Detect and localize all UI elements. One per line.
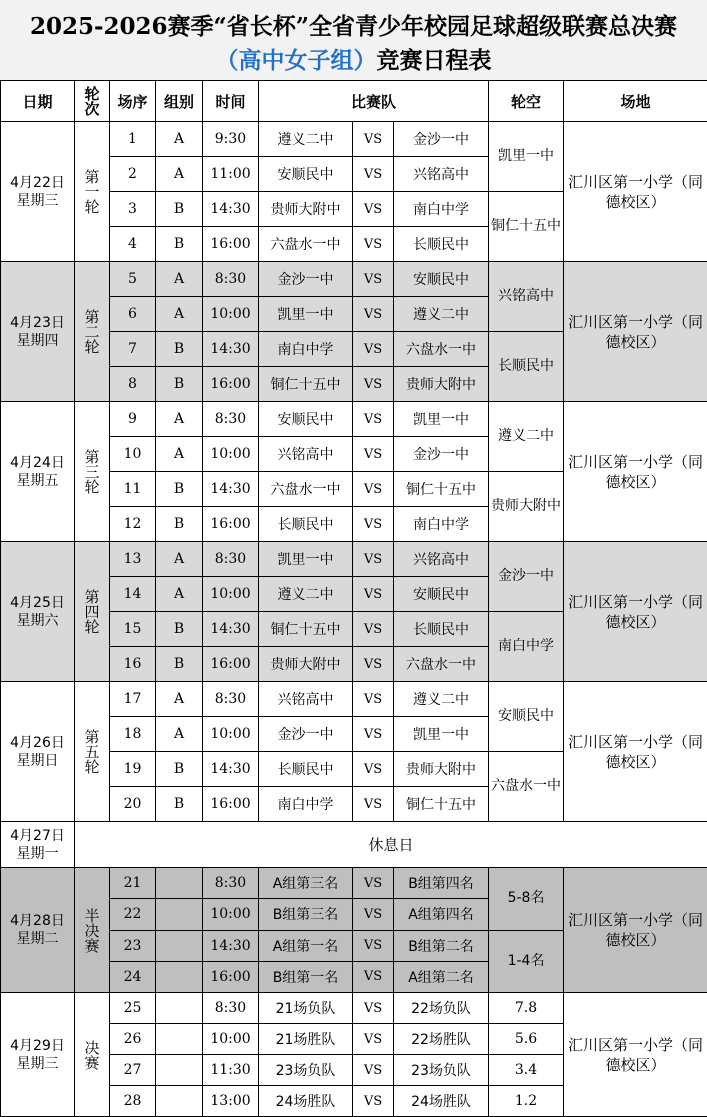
match-round: [75, 262, 110, 402]
bye-team: 六盘水一中: [489, 752, 564, 822]
placement-label: 5.6: [489, 1024, 564, 1055]
match-group: B: [156, 647, 203, 682]
match-seq: 5: [110, 262, 156, 297]
away-team: 遵义二中: [394, 297, 489, 332]
vs-label: VS: [353, 507, 394, 542]
bye-team: 5-8名: [489, 868, 564, 931]
bye-team: 长顺民中: [489, 332, 564, 402]
bye-team: 贵师大附中: [489, 472, 564, 542]
match-group: A: [156, 577, 203, 612]
match-time: 14:30: [203, 192, 259, 227]
rest-day-label: 休息日: [75, 822, 707, 868]
placement-label: 7.8: [489, 993, 564, 1024]
match-row: [1, 262, 707, 297]
venue-name: 汇川区第一小学（同德校区）: [564, 262, 707, 402]
match-row: [1, 682, 707, 717]
venue-name: 汇川区第一小学（同德校区）: [564, 402, 707, 542]
match-time: 10:00: [203, 899, 259, 930]
vs-label: VS: [353, 332, 394, 367]
match-time: 13:00: [203, 1086, 259, 1117]
header-teams: 比赛队: [259, 81, 489, 122]
header-date: 日期: [1, 81, 75, 122]
round-label: 半决赛: [82, 908, 103, 953]
match-row: [1, 868, 707, 899]
bye-team: 金沙一中: [489, 542, 564, 612]
vs-label: VS: [353, 717, 394, 752]
match-seq: 8: [110, 367, 156, 402]
match-time: 16:00: [203, 507, 259, 542]
match-time: 8:30: [203, 262, 259, 297]
away-team: 长顺民中: [394, 612, 489, 647]
match-date: 4月26日 星期日: [1, 682, 75, 822]
home-team: 铜仁十五中: [259, 612, 353, 647]
away-team: 22场胜队: [394, 1024, 489, 1055]
home-team: 金沙一中: [259, 262, 353, 297]
title-close-paren: ）: [354, 48, 377, 74]
match-group: B: [156, 472, 203, 507]
bye-team: 凯里一中: [489, 122, 564, 192]
match-seq: 12: [110, 507, 156, 542]
match-row: [1, 122, 707, 157]
bye-team: 兴铭高中: [489, 262, 564, 332]
away-team: 金沙一中: [394, 122, 489, 157]
vs-label: VS: [353, 1055, 394, 1086]
match-time: 9:30: [203, 122, 259, 157]
match-date: 4月25日 星期六: [1, 542, 75, 682]
match-group: [156, 993, 203, 1024]
home-team: A组第一名: [259, 930, 353, 961]
match-group: A: [156, 682, 203, 717]
home-team: 贵师大附中: [259, 647, 353, 682]
match-row: [1, 402, 707, 437]
match-group: B: [156, 227, 203, 262]
match-group: B: [156, 507, 203, 542]
match-group: [156, 961, 203, 992]
match-time: 16:00: [203, 367, 259, 402]
match-time: 14:30: [203, 752, 259, 787]
match-seq: 28: [110, 1086, 156, 1117]
title-line-1: 2025-2026赛季“省长杯”全省青少年校园足球超级联赛总决赛: [0, 8, 707, 41]
away-team: B组第四名: [394, 868, 489, 899]
match-time: 10:00: [203, 297, 259, 332]
home-team: 遵义二中: [259, 577, 353, 612]
away-team: 六盘水一中: [394, 332, 489, 367]
match-group: A: [156, 122, 203, 157]
away-team: 安顺民中: [394, 577, 489, 612]
placement-label: 1.2: [489, 1086, 564, 1117]
home-team: 贵师大附中: [259, 192, 353, 227]
match-group: B: [156, 192, 203, 227]
match-round: [75, 122, 110, 262]
away-team: 贵师大附中: [394, 752, 489, 787]
round-label: 第四轮: [82, 589, 103, 634]
venue-name: 汇川区第一小学（同德校区）: [564, 122, 707, 262]
match-group: A: [156, 297, 203, 332]
match-seq: 24: [110, 961, 156, 992]
match-time: 16:00: [203, 787, 259, 822]
match-seq: 1: [110, 122, 156, 157]
bye-team: 遵义二中: [489, 402, 564, 472]
vs-label: VS: [353, 899, 394, 930]
away-team: 南白中学: [394, 507, 489, 542]
match-seq: 21: [110, 868, 156, 899]
home-team: 凯里一中: [259, 542, 353, 577]
home-team: 23场负队: [259, 1055, 353, 1086]
away-team: 23场负队: [394, 1055, 489, 1086]
venue-name: 汇川区第一小学（同德校区）: [564, 993, 707, 1117]
match-group: B: [156, 332, 203, 367]
away-team: 兴铭高中: [394, 542, 489, 577]
match-group: B: [156, 612, 203, 647]
match-time: 10:00: [203, 437, 259, 472]
match-seq: 26: [110, 1024, 156, 1055]
vs-label: VS: [353, 682, 394, 717]
match-seq: 15: [110, 612, 156, 647]
match-date: 4月22日 星期三: [1, 122, 75, 262]
match-time: 8:30: [203, 868, 259, 899]
home-team: 长顺民中: [259, 752, 353, 787]
match-group: A: [156, 717, 203, 752]
away-team: 六盘水一中: [394, 647, 489, 682]
match-date: 4月29日 星期三: [1, 993, 75, 1117]
away-team: 22场负队: [394, 993, 489, 1024]
vs-label: VS: [353, 297, 394, 332]
vs-label: VS: [353, 612, 394, 647]
round-label: 第二轮: [82, 309, 103, 354]
home-team: A组第三名: [259, 868, 353, 899]
match-time: 8:30: [203, 993, 259, 1024]
away-team: 兴铭高中: [394, 157, 489, 192]
header-bye: 轮空: [489, 81, 564, 122]
header-group: 组别: [156, 81, 203, 122]
match-time: 11:00: [203, 157, 259, 192]
header-time: 时间: [203, 81, 259, 122]
home-team: B组第一名: [259, 961, 353, 992]
match-seq: 18: [110, 717, 156, 752]
bye-team: 安顺民中: [489, 682, 564, 752]
match-date: 4月23日 星期四: [1, 262, 75, 402]
match-time: 11:30: [203, 1055, 259, 1086]
vs-label: VS: [353, 262, 394, 297]
vs-label: VS: [353, 647, 394, 682]
match-time: 10:00: [203, 717, 259, 752]
match-group: [156, 1024, 203, 1055]
vs-label: VS: [353, 1086, 394, 1117]
vs-label: VS: [353, 993, 394, 1024]
match-time: 10:00: [203, 577, 259, 612]
match-seq: 10: [110, 437, 156, 472]
home-team: 凯里一中: [259, 297, 353, 332]
home-team: 兴铭高中: [259, 682, 353, 717]
match-group: A: [156, 157, 203, 192]
round-label: 第一轮: [82, 169, 103, 214]
away-team: A组第二名: [394, 961, 489, 992]
match-group: A: [156, 262, 203, 297]
home-team: 铜仁十五中: [259, 367, 353, 402]
match-group: [156, 868, 203, 899]
vs-label: VS: [353, 930, 394, 961]
vs-label: VS: [353, 437, 394, 472]
away-team: 南白中学: [394, 192, 489, 227]
round-label: 第三轮: [82, 449, 103, 494]
home-team: 南白中学: [259, 332, 353, 367]
header-venue: 场地: [564, 81, 707, 122]
header-round: 轮次: [75, 81, 110, 122]
match-time: 14:30: [203, 332, 259, 367]
match-time: 8:30: [203, 682, 259, 717]
match-round: [75, 993, 110, 1117]
vs-label: VS: [353, 367, 394, 402]
round-label: 决赛: [82, 1040, 103, 1070]
schedule-table: [0, 80, 707, 1117]
away-team: 24场胜队: [394, 1086, 489, 1117]
away-team: 贵师大附中: [394, 367, 489, 402]
away-team: 安顺民中: [394, 262, 489, 297]
match-date: 4月28日 星期二: [1, 868, 75, 993]
match-group: [156, 930, 203, 961]
match-group: [156, 1086, 203, 1117]
away-team: 遵义二中: [394, 682, 489, 717]
away-team: 凯里一中: [394, 717, 489, 752]
vs-label: VS: [353, 1024, 394, 1055]
title-suffix: 竞赛日程表: [377, 48, 492, 74]
vs-label: VS: [353, 122, 394, 157]
home-team: 南白中学: [259, 787, 353, 822]
vs-label: VS: [353, 157, 394, 192]
venue-name: 汇川区第一小学（同德校区）: [564, 542, 707, 682]
vs-label: VS: [353, 542, 394, 577]
match-seq: 25: [110, 993, 156, 1024]
match-row: [1, 542, 707, 577]
match-round: [75, 542, 110, 682]
match-seq: 22: [110, 899, 156, 930]
match-time: 14:30: [203, 612, 259, 647]
match-round: [75, 868, 110, 993]
vs-label: VS: [353, 868, 394, 899]
match-time: 16:00: [203, 647, 259, 682]
away-team: 金沙一中: [394, 437, 489, 472]
match-seq: 13: [110, 542, 156, 577]
schedule-body: [1, 122, 707, 1117]
bye-team: 南白中学: [489, 612, 564, 682]
match-time: 8:30: [203, 402, 259, 437]
match-row: [1, 993, 707, 1024]
home-team: 六盘水一中: [259, 227, 353, 262]
match-group: [156, 899, 203, 930]
away-team: 铜仁十五中: [394, 787, 489, 822]
match-group: A: [156, 542, 203, 577]
match-date: 4月24日 星期五: [1, 402, 75, 542]
match-seq: 6: [110, 297, 156, 332]
away-team: 长顺民中: [394, 227, 489, 262]
vs-label: VS: [353, 577, 394, 612]
match-seq: 20: [110, 787, 156, 822]
vs-label: VS: [353, 227, 394, 262]
match-seq: 27: [110, 1055, 156, 1086]
home-team: 21场负队: [259, 993, 353, 1024]
title-line-2: [0, 42, 707, 75]
vs-label: VS: [353, 192, 394, 227]
rest-day-row: [1, 822, 707, 868]
match-group: B: [156, 752, 203, 787]
match-time: 16:00: [203, 227, 259, 262]
match-group: B: [156, 367, 203, 402]
match-group: A: [156, 437, 203, 472]
match-group: [156, 1055, 203, 1086]
match-seq: 19: [110, 752, 156, 787]
placement-label: 3.4: [489, 1055, 564, 1086]
match-seq: 14: [110, 577, 156, 612]
rest-day-date: 4月27日 星期一: [1, 822, 75, 868]
match-round: [75, 402, 110, 542]
round-label: 第五轮: [82, 729, 103, 774]
home-team: 21场胜队: [259, 1024, 353, 1055]
venue-name: 汇川区第一小学（同德校区）: [564, 868, 707, 993]
title-open-paren: （: [216, 48, 239, 74]
match-time: 16:00: [203, 961, 259, 992]
match-seq: 16: [110, 647, 156, 682]
home-team: 金沙一中: [259, 717, 353, 752]
home-team: 长顺民中: [259, 507, 353, 542]
vs-label: VS: [353, 402, 394, 437]
match-seq: 3: [110, 192, 156, 227]
match-seq: 9: [110, 402, 156, 437]
match-seq: 2: [110, 157, 156, 192]
match-time: 14:30: [203, 472, 259, 507]
home-team: 24场胜队: [259, 1086, 353, 1117]
match-seq: 4: [110, 227, 156, 262]
home-team: 遵义二中: [259, 122, 353, 157]
match-seq: 23: [110, 930, 156, 961]
home-team: 安顺民中: [259, 402, 353, 437]
match-seq: 7: [110, 332, 156, 367]
away-team: B组第二名: [394, 930, 489, 961]
match-seq: 11: [110, 472, 156, 507]
home-team: 安顺民中: [259, 157, 353, 192]
vs-label: VS: [353, 472, 394, 507]
home-team: B组第三名: [259, 899, 353, 930]
home-team: 六盘水一中: [259, 472, 353, 507]
venue-name: 汇川区第一小学（同德校区）: [564, 682, 707, 822]
home-team: 兴铭高中: [259, 437, 353, 472]
match-round: [75, 682, 110, 822]
bye-team: 1-4名: [489, 930, 564, 993]
schedule-title: [0, 0, 707, 81]
match-time: 14:30: [203, 930, 259, 961]
vs-label: VS: [353, 752, 394, 787]
match-group: B: [156, 787, 203, 822]
away-team: 铜仁十五中: [394, 472, 489, 507]
away-team: A组第四名: [394, 899, 489, 930]
vs-label: VS: [353, 787, 394, 822]
header-seq: 场序: [110, 81, 156, 122]
title-group-name: 高中女子组: [239, 48, 354, 74]
match-group: A: [156, 402, 203, 437]
bye-team: 铜仁十五中: [489, 192, 564, 262]
match-time: 10:00: [203, 1024, 259, 1055]
away-team: 凯里一中: [394, 402, 489, 437]
match-time: 8:30: [203, 542, 259, 577]
vs-label: VS: [353, 961, 394, 992]
match-seq: 17: [110, 682, 156, 717]
